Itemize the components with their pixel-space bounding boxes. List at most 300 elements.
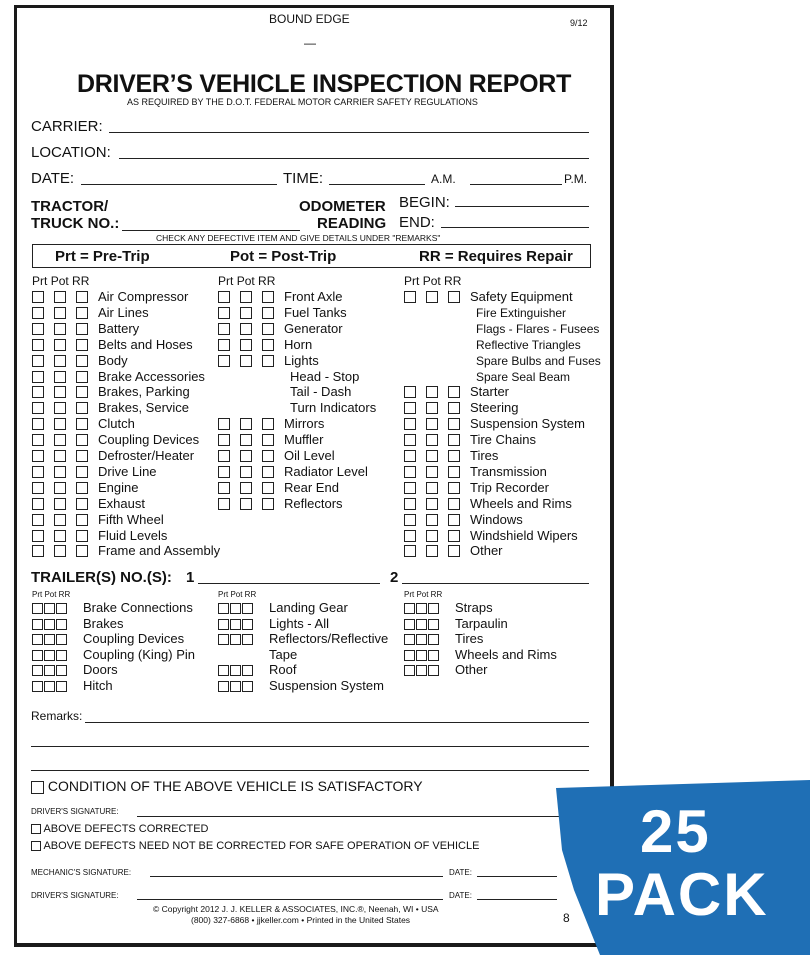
defroster-heater-rr-checkbox[interactable] bbox=[76, 450, 88, 462]
generator-rr-checkbox[interactable] bbox=[262, 323, 274, 335]
remarks-label: Remarks: bbox=[31, 709, 83, 723]
wheels-and-rims-pot-checkbox[interactable] bbox=[426, 498, 438, 510]
driver-date-label: DATE: bbox=[449, 891, 472, 900]
col3-header bbox=[404, 274, 461, 288]
fuel-tanks-pot-checkbox[interactable] bbox=[240, 307, 252, 319]
suspension-system-prt-checkbox[interactable] bbox=[404, 418, 416, 430]
wheels-and-rims-rr-checkbox[interactable] bbox=[448, 498, 460, 510]
col3-pot-header: Pot bbox=[422, 274, 441, 288]
clutch-rr-checkbox[interactable] bbox=[76, 418, 88, 430]
muffler-pot-checkbox[interactable] bbox=[240, 434, 252, 446]
brakes-parking-pot-checkbox[interactable] bbox=[54, 386, 66, 398]
item-label: Hitch bbox=[83, 677, 113, 693]
driver-signature-field[interactable] bbox=[137, 816, 589, 817]
oil-level-rr-checkbox[interactable] bbox=[262, 450, 274, 462]
landing-gear-pot-checkbox[interactable] bbox=[230, 603, 241, 614]
trailer-col2-header: Prt Pot RR bbox=[218, 590, 257, 599]
check-instructions: CHECK ANY DEFECTIVE ITEM AND GIVE DETAILS UNDER "REMARKS" bbox=[156, 233, 441, 243]
hitch-prt-checkbox[interactable] bbox=[32, 681, 43, 692]
fluid-levels-prt-checkbox[interactable] bbox=[32, 530, 44, 542]
engine-rr-checkbox[interactable] bbox=[76, 482, 88, 494]
defects-corrected-label: ABOVE DEFECTS CORRECTED bbox=[43, 823, 209, 835]
brakes-service-prt-checkbox[interactable] bbox=[32, 402, 44, 414]
safety-equipment-rr-checkbox[interactable] bbox=[448, 291, 460, 303]
straps-rr-checkbox[interactable] bbox=[428, 603, 439, 614]
trailer-2-label: 2 bbox=[390, 569, 399, 586]
coupling-devices-pot-checkbox[interactable] bbox=[54, 434, 66, 446]
condition-checkbox[interactable] bbox=[31, 781, 44, 794]
item-label: Head - Stop bbox=[290, 368, 360, 384]
begin-label: BEGIN: bbox=[399, 194, 450, 211]
defroster-heater-pot-checkbox[interactable] bbox=[54, 450, 66, 462]
legend-rr: RR = Requires Repair bbox=[419, 248, 573, 265]
belts-and-hoses-rr-checkbox[interactable] bbox=[76, 339, 88, 351]
item-label: Turn Indicators bbox=[290, 400, 377, 416]
windows-prt-checkbox[interactable] bbox=[404, 514, 416, 526]
trailer-item-tires bbox=[404, 631, 484, 646]
wheels-and-rims-rr-checkbox[interactable] bbox=[428, 650, 439, 661]
item-label: Tarpaulin bbox=[455, 615, 508, 631]
col1-prt-header: Prt bbox=[32, 274, 48, 288]
generator-pot-checkbox[interactable] bbox=[240, 323, 252, 335]
hitch-pot-checkbox[interactable] bbox=[44, 681, 55, 692]
item-label: Front Axle bbox=[284, 289, 343, 304]
horn-rr-checkbox[interactable] bbox=[262, 339, 274, 351]
drive-line-rr-checkbox[interactable] bbox=[76, 466, 88, 478]
rear-end-pot-checkbox[interactable] bbox=[240, 482, 252, 494]
item-label: Tires bbox=[455, 631, 484, 646]
legend-box bbox=[32, 244, 591, 268]
coupling-king-pin-rr-checkbox[interactable] bbox=[56, 650, 67, 661]
trailer-item-doors bbox=[32, 662, 118, 677]
contact-text: (800) 327-6868 • jjkeller.com • Printed in the United States bbox=[191, 915, 411, 925]
col1-rr-header: RR bbox=[72, 274, 90, 288]
lights-all-prt-checkbox[interactable] bbox=[218, 619, 229, 630]
roof-pot-checkbox[interactable] bbox=[230, 665, 241, 676]
date-label: DATE: bbox=[31, 170, 75, 187]
item-label: Tail - Dash bbox=[290, 384, 352, 400]
item-label: Steering bbox=[470, 400, 519, 416]
radiator-level-rr-checkbox[interactable] bbox=[262, 466, 274, 478]
suspension-system-pot-checkbox[interactable] bbox=[426, 418, 438, 430]
item-label: Body bbox=[98, 352, 128, 368]
clutch-prt-checkbox[interactable] bbox=[32, 418, 44, 430]
coupling-devices-pot-checkbox[interactable] bbox=[44, 634, 55, 645]
air-lines-pot-checkbox[interactable] bbox=[54, 307, 66, 319]
other-prt-checkbox[interactable] bbox=[404, 665, 415, 676]
defects-not-corrected-label: ABOVE DEFECTS NEED NOT BE CORRECTED FOR SAFE OPERATION OF VEHICLE bbox=[43, 840, 480, 852]
item-label: Exhaust bbox=[98, 495, 145, 511]
remarks-line-3[interactable] bbox=[31, 770, 589, 771]
engine-pot-checkbox[interactable] bbox=[54, 482, 66, 494]
item-label: Muffler bbox=[284, 432, 324, 448]
oil-level-pot-checkbox[interactable] bbox=[240, 450, 252, 462]
hitch-rr-checkbox[interactable] bbox=[56, 681, 67, 692]
item-label: Battery bbox=[98, 320, 140, 336]
item-label: Horn bbox=[284, 336, 313, 352]
carrier-label: CARRIER: bbox=[31, 118, 103, 135]
straps-prt-checkbox[interactable] bbox=[404, 603, 415, 614]
straps-pot-checkbox[interactable] bbox=[416, 603, 427, 614]
trailer-item-brakes bbox=[32, 615, 124, 631]
trip-recorder-prt-checkbox[interactable] bbox=[404, 482, 416, 494]
col3-prt-header: Prt bbox=[404, 274, 420, 288]
brake-accessories-pot-checkbox[interactable] bbox=[54, 371, 66, 383]
driver-signature2-field[interactable] bbox=[137, 899, 443, 900]
drive-line-prt-checkbox[interactable] bbox=[32, 466, 44, 478]
driver-signature-label: DRIVER'S SIGNATURE: bbox=[31, 807, 119, 816]
trailer-2-field[interactable] bbox=[402, 583, 589, 584]
item-label: Clutch bbox=[98, 416, 135, 432]
am-label: A.M. bbox=[431, 172, 456, 186]
landing-gear-rr-checkbox[interactable] bbox=[242, 603, 253, 614]
other-pot-checkbox[interactable] bbox=[426, 545, 438, 557]
other-prt-checkbox[interactable] bbox=[404, 545, 416, 557]
suspension-system-prt-checkbox[interactable] bbox=[218, 681, 229, 692]
condition-label: CONDITION OF THE ABOVE VEHICLE IS SATISFACTORY bbox=[47, 778, 423, 794]
time-pm-field[interactable] bbox=[470, 184, 562, 185]
fifth-wheel-prt-checkbox[interactable] bbox=[32, 514, 44, 526]
trailer-label: TRAILER(S) NO.(S): bbox=[31, 569, 172, 586]
air-compressor-rr-checkbox[interactable] bbox=[76, 291, 88, 303]
trailer-item-straps bbox=[404, 600, 493, 615]
item-label: Fire Extinguisher bbox=[476, 305, 567, 320]
rear-end-rr-checkbox[interactable] bbox=[262, 482, 274, 494]
oil-level-prt-checkbox[interactable] bbox=[218, 450, 230, 462]
odometer-end-field[interactable] bbox=[441, 227, 589, 228]
landing-gear-prt-checkbox[interactable] bbox=[218, 603, 229, 614]
lights-prt-checkbox[interactable] bbox=[218, 355, 230, 367]
col3-rr-header: RR bbox=[444, 274, 462, 288]
safety-equipment-prt-checkbox[interactable] bbox=[404, 291, 416, 303]
trailer-item-hitch bbox=[32, 677, 113, 693]
tires-pot-checkbox[interactable] bbox=[416, 634, 427, 645]
transmission-prt-checkbox[interactable] bbox=[404, 466, 416, 478]
suspension-system-rr-checkbox[interactable] bbox=[242, 681, 253, 692]
item-label: Reflective Triangles bbox=[476, 337, 581, 352]
trailer-item-coupling-devices bbox=[32, 631, 185, 646]
tarpaulin-rr-checkbox[interactable] bbox=[428, 619, 439, 630]
tire-chains-rr-checkbox[interactable] bbox=[448, 434, 460, 446]
brakes-prt-checkbox[interactable] bbox=[32, 619, 43, 630]
item-label: Frame and Assembly bbox=[98, 543, 221, 559]
frame-and-assembly-pot-checkbox[interactable] bbox=[54, 545, 66, 557]
col2-rr-header: RR bbox=[258, 274, 276, 288]
windows-pot-checkbox[interactable] bbox=[426, 514, 438, 526]
truck-no-field[interactable] bbox=[122, 230, 300, 231]
reflectors-prt-checkbox[interactable] bbox=[218, 498, 230, 510]
belts-and-hoses-pot-checkbox[interactable] bbox=[54, 339, 66, 351]
safety-equipment-pot-checkbox[interactable] bbox=[426, 291, 438, 303]
frame-and-assembly-prt-checkbox[interactable] bbox=[32, 545, 44, 557]
coupling-devices-rr-checkbox[interactable] bbox=[56, 634, 67, 645]
clutch-pot-checkbox[interactable] bbox=[54, 418, 66, 430]
defects-not-corrected-checkbox[interactable] bbox=[31, 841, 41, 851]
air-lines-prt-checkbox[interactable] bbox=[32, 307, 44, 319]
mirrors-pot-checkbox[interactable] bbox=[240, 418, 252, 430]
defects-corrected-checkbox[interactable] bbox=[31, 824, 41, 834]
radiator-level-prt-checkbox[interactable] bbox=[218, 466, 230, 478]
frame-and-assembly-rr-checkbox[interactable] bbox=[76, 545, 88, 557]
fluid-levels-pot-checkbox[interactable] bbox=[54, 530, 66, 542]
tractor-label: TRACTOR/ bbox=[31, 198, 109, 215]
col1-pot-header: Pot bbox=[50, 274, 69, 288]
page-code: 8 bbox=[563, 911, 570, 925]
tires-prt-checkbox[interactable] bbox=[404, 450, 416, 462]
item-label: Coupling Devices bbox=[98, 432, 200, 448]
item-label: Starter bbox=[470, 384, 510, 400]
reading-label: READING bbox=[317, 215, 387, 232]
location-field[interactable] bbox=[119, 158, 589, 159]
windshield-wipers-pot-checkbox[interactable] bbox=[426, 530, 438, 542]
item-label: Windows bbox=[470, 511, 523, 527]
form-code: 9/12 bbox=[570, 18, 588, 28]
horn-pot-checkbox[interactable] bbox=[240, 339, 252, 351]
reflectors-pot-checkbox[interactable] bbox=[240, 498, 252, 510]
remarks-line-2[interactable] bbox=[31, 746, 589, 747]
brakes-service-rr-checkbox[interactable] bbox=[76, 402, 88, 414]
roof-prt-checkbox[interactable] bbox=[218, 665, 229, 676]
legend-pot: Pot = Post-Trip bbox=[230, 248, 337, 265]
other-rr-checkbox[interactable] bbox=[448, 545, 460, 557]
mirrors-rr-checkbox[interactable] bbox=[262, 418, 274, 430]
tires-rr-checkbox[interactable] bbox=[428, 634, 439, 645]
brake-accessories-rr-checkbox[interactable] bbox=[76, 371, 88, 383]
mechanic-date-label: DATE: bbox=[449, 868, 472, 877]
horn-prt-checkbox[interactable] bbox=[218, 339, 230, 351]
defects-not-corrected-row[interactable] bbox=[31, 840, 479, 852]
exhaust-prt-checkbox[interactable] bbox=[32, 498, 44, 510]
item-label: Doors bbox=[83, 662, 118, 677]
other-rr-checkbox[interactable] bbox=[428, 665, 439, 676]
item-label: Other bbox=[470, 543, 503, 559]
wheels-and-rims-prt-checkbox[interactable] bbox=[404, 498, 416, 510]
item-label: Brake Accessories bbox=[98, 368, 205, 384]
muffler-prt-checkbox[interactable] bbox=[218, 434, 230, 446]
brake-connections-rr-checkbox[interactable] bbox=[56, 603, 67, 614]
defroster-heater-prt-checkbox[interactable] bbox=[32, 450, 44, 462]
mechanic-signature-label: MECHANIC'S SIGNATURE: bbox=[31, 868, 132, 877]
starter-prt-checkbox[interactable] bbox=[404, 386, 416, 398]
body-prt-checkbox[interactable] bbox=[32, 355, 44, 367]
steering-pot-checkbox[interactable] bbox=[426, 402, 438, 414]
reflectors-reflective-prt-checkbox[interactable] bbox=[218, 634, 229, 645]
driver-signature2-label: DRIVER'S SIGNATURE: bbox=[31, 891, 119, 900]
item-label: Other bbox=[455, 662, 488, 677]
item-label: Brake Connections bbox=[83, 600, 193, 615]
tire-chains-prt-checkbox[interactable] bbox=[404, 434, 416, 446]
date-field[interactable] bbox=[81, 184, 277, 185]
suspension-system-pot-checkbox[interactable] bbox=[230, 681, 241, 692]
starter-rr-checkbox[interactable] bbox=[448, 386, 460, 398]
windshield-wipers-prt-checkbox[interactable] bbox=[404, 530, 416, 542]
doors-pot-checkbox[interactable] bbox=[44, 665, 55, 676]
trailer-item-tarpaulin bbox=[404, 615, 508, 631]
item-label: Fluid Levels bbox=[98, 527, 168, 543]
tires-pot-checkbox[interactable] bbox=[426, 450, 438, 462]
coupling-devices-prt-checkbox[interactable] bbox=[32, 634, 43, 645]
coupling-king-pin-pot-checkbox[interactable] bbox=[44, 650, 55, 661]
doors-rr-checkbox[interactable] bbox=[56, 665, 67, 676]
body-pot-checkbox[interactable] bbox=[54, 355, 66, 367]
battery-pot-checkbox[interactable] bbox=[54, 323, 66, 335]
item-label: Spare Seal Beam bbox=[476, 369, 571, 384]
lights-rr-checkbox[interactable] bbox=[262, 355, 274, 367]
item-label: Belts and Hoses bbox=[98, 336, 193, 352]
time-label: TIME: bbox=[283, 170, 323, 187]
item-label: Fifth Wheel bbox=[98, 511, 164, 527]
copyright-text: © Copyright 2012 J. J. KELLER & ASSOCIATES, INC.®, Neenah, WI • USA bbox=[153, 904, 439, 914]
defects-corrected-row[interactable] bbox=[31, 823, 208, 835]
fluid-levels-rr-checkbox[interactable] bbox=[76, 530, 88, 542]
transmission-rr-checkbox[interactable] bbox=[448, 466, 460, 478]
front-axle-prt-checkbox[interactable] bbox=[218, 291, 230, 303]
other-pot-checkbox[interactable] bbox=[416, 665, 427, 676]
condition-row[interactable] bbox=[31, 778, 423, 794]
trailer-1-field[interactable] bbox=[198, 583, 380, 584]
tires-rr-checkbox[interactable] bbox=[448, 450, 460, 462]
battery-prt-checkbox[interactable] bbox=[32, 323, 44, 335]
item-label: Generator bbox=[284, 320, 343, 336]
starter-pot-checkbox[interactable] bbox=[426, 386, 438, 398]
air-compressor-prt-checkbox[interactable] bbox=[32, 291, 44, 303]
rear-end-prt-checkbox[interactable] bbox=[218, 482, 230, 494]
muffler-rr-checkbox[interactable] bbox=[262, 434, 274, 446]
lights-all-pot-checkbox[interactable] bbox=[230, 619, 241, 630]
coupling-king-pin-prt-checkbox[interactable] bbox=[32, 650, 43, 661]
wheels-and-rims-pot-checkbox[interactable] bbox=[416, 650, 427, 661]
reflectors-reflective-rr-checkbox[interactable] bbox=[242, 634, 253, 645]
exhaust-pot-checkbox[interactable] bbox=[54, 498, 66, 510]
drive-line-pot-checkbox[interactable] bbox=[54, 466, 66, 478]
odometer-label: ODOMETER bbox=[299, 198, 386, 215]
lights-pot-checkbox[interactable] bbox=[240, 355, 252, 367]
time-am-field[interactable] bbox=[329, 184, 425, 185]
brakes-parking-prt-checkbox[interactable] bbox=[32, 386, 44, 398]
item-label: Defroster/Heater bbox=[98, 448, 195, 463]
trip-recorder-pot-checkbox[interactable] bbox=[426, 482, 438, 494]
item-label: Reflectors/Reflective bbox=[269, 631, 389, 646]
lights-all-rr-checkbox[interactable] bbox=[242, 619, 253, 630]
carrier-field[interactable] bbox=[109, 132, 589, 133]
front-axle-pot-checkbox[interactable] bbox=[240, 291, 252, 303]
brakes-parking-rr-checkbox[interactable] bbox=[76, 386, 88, 398]
remarks-line-1[interactable] bbox=[85, 722, 589, 723]
doors-prt-checkbox[interactable] bbox=[32, 665, 43, 676]
mechanic-date-field[interactable] bbox=[477, 876, 557, 877]
brake-accessories-prt-checkbox[interactable] bbox=[32, 371, 44, 383]
item-label: Coupling Devices bbox=[83, 631, 185, 646]
item-label: Lights - All bbox=[269, 615, 329, 631]
trailer-item-reflectors-reflective bbox=[218, 631, 389, 646]
roof-rr-checkbox[interactable] bbox=[242, 665, 253, 676]
item-label: Brakes bbox=[83, 615, 124, 631]
windows-rr-checkbox[interactable] bbox=[448, 514, 460, 526]
item-label: Radiator Level bbox=[284, 463, 368, 479]
item-label: Brakes, Parking bbox=[98, 384, 190, 400]
trailer-item-lights-all bbox=[218, 615, 329, 631]
steering-prt-checkbox[interactable] bbox=[404, 402, 416, 414]
transmission-pot-checkbox[interactable] bbox=[426, 466, 438, 478]
brake-connections-pot-checkbox[interactable] bbox=[44, 603, 55, 614]
reflectors-rr-checkbox[interactable] bbox=[262, 498, 274, 510]
trailer-col1-header: Prt Pot RR bbox=[32, 590, 71, 599]
brakes-service-pot-checkbox[interactable] bbox=[54, 402, 66, 414]
tarpaulin-pot-checkbox[interactable] bbox=[416, 619, 427, 630]
item-label: Trip Recorder bbox=[470, 479, 549, 495]
driver-date-field[interactable] bbox=[477, 899, 557, 900]
tires-prt-checkbox[interactable] bbox=[404, 634, 415, 645]
item-label: Brakes, Service bbox=[98, 400, 190, 416]
reflectors-reflective-pot-checkbox[interactable] bbox=[230, 634, 241, 645]
col2-pot-header: Pot bbox=[236, 274, 255, 288]
item-label: Fuel Tanks bbox=[284, 304, 347, 320]
mechanic-signature-field[interactable] bbox=[150, 876, 443, 877]
front-axle-rr-checkbox[interactable] bbox=[262, 291, 274, 303]
item-label: Wheels and Rims bbox=[470, 495, 572, 511]
exhaust-rr-checkbox[interactable] bbox=[76, 498, 88, 510]
item-label: Transmission bbox=[470, 463, 547, 479]
col2-prt-header: Prt bbox=[218, 274, 234, 288]
item-label: Tires bbox=[470, 448, 499, 463]
fifth-wheel-rr-checkbox[interactable] bbox=[76, 514, 88, 526]
body-rr-checkbox[interactable] bbox=[76, 355, 88, 367]
item-label: Oil Level bbox=[284, 448, 335, 463]
col2-header bbox=[218, 274, 275, 288]
item-label: Tire Chains bbox=[470, 432, 536, 448]
coupling-devices-prt-checkbox[interactable] bbox=[32, 434, 44, 446]
trailer-item-suspension-system bbox=[218, 677, 384, 693]
trailer-item-wheels-and-rims bbox=[404, 646, 557, 662]
brakes-pot-checkbox[interactable] bbox=[44, 619, 55, 630]
mirrors-prt-checkbox[interactable] bbox=[218, 418, 230, 430]
end-label: END: bbox=[399, 214, 435, 231]
item-label: Suspension System bbox=[470, 416, 585, 432]
belts-and-hoses-prt-checkbox[interactable] bbox=[32, 339, 44, 351]
air-compressor-pot-checkbox[interactable] bbox=[54, 291, 66, 303]
brake-connections-prt-checkbox[interactable] bbox=[32, 603, 43, 614]
item-label: Flags - Flares - Fusees bbox=[476, 321, 600, 336]
steering-rr-checkbox[interactable] bbox=[448, 402, 460, 414]
item-label: Rear End bbox=[284, 479, 339, 495]
pack-count: 25 bbox=[640, 798, 711, 865]
item-label: Air Lines bbox=[98, 304, 149, 320]
pack-unit: PACK bbox=[595, 861, 769, 928]
engine-prt-checkbox[interactable] bbox=[32, 482, 44, 494]
battery-rr-checkbox[interactable] bbox=[76, 323, 88, 335]
radiator-level-pot-checkbox[interactable] bbox=[240, 466, 252, 478]
brakes-rr-checkbox[interactable] bbox=[56, 619, 67, 630]
generator-prt-checkbox[interactable] bbox=[218, 323, 230, 335]
item-label: Engine bbox=[98, 479, 139, 495]
trailer-item-coupling-king-pin bbox=[32, 646, 196, 662]
item-label: Safety Equipment bbox=[470, 289, 573, 304]
windshield-wipers-rr-checkbox[interactable] bbox=[448, 530, 460, 542]
fuel-tanks-rr-checkbox[interactable] bbox=[262, 307, 274, 319]
tire-chains-pot-checkbox[interactable] bbox=[426, 434, 438, 446]
legend-prt: Prt = Pre-Trip bbox=[55, 248, 150, 265]
fifth-wheel-pot-checkbox[interactable] bbox=[54, 514, 66, 526]
air-lines-rr-checkbox[interactable] bbox=[76, 307, 88, 319]
odometer-begin-field[interactable] bbox=[455, 206, 589, 207]
trip-recorder-rr-checkbox[interactable] bbox=[448, 482, 460, 494]
suspension-system-rr-checkbox[interactable] bbox=[448, 418, 460, 430]
tarpaulin-prt-checkbox[interactable] bbox=[404, 619, 415, 630]
item-label: Landing Gear bbox=[269, 600, 348, 615]
coupling-devices-rr-checkbox[interactable] bbox=[76, 434, 88, 446]
fuel-tanks-prt-checkbox[interactable] bbox=[218, 307, 230, 319]
wheels-and-rims-prt-checkbox[interactable] bbox=[404, 650, 415, 661]
